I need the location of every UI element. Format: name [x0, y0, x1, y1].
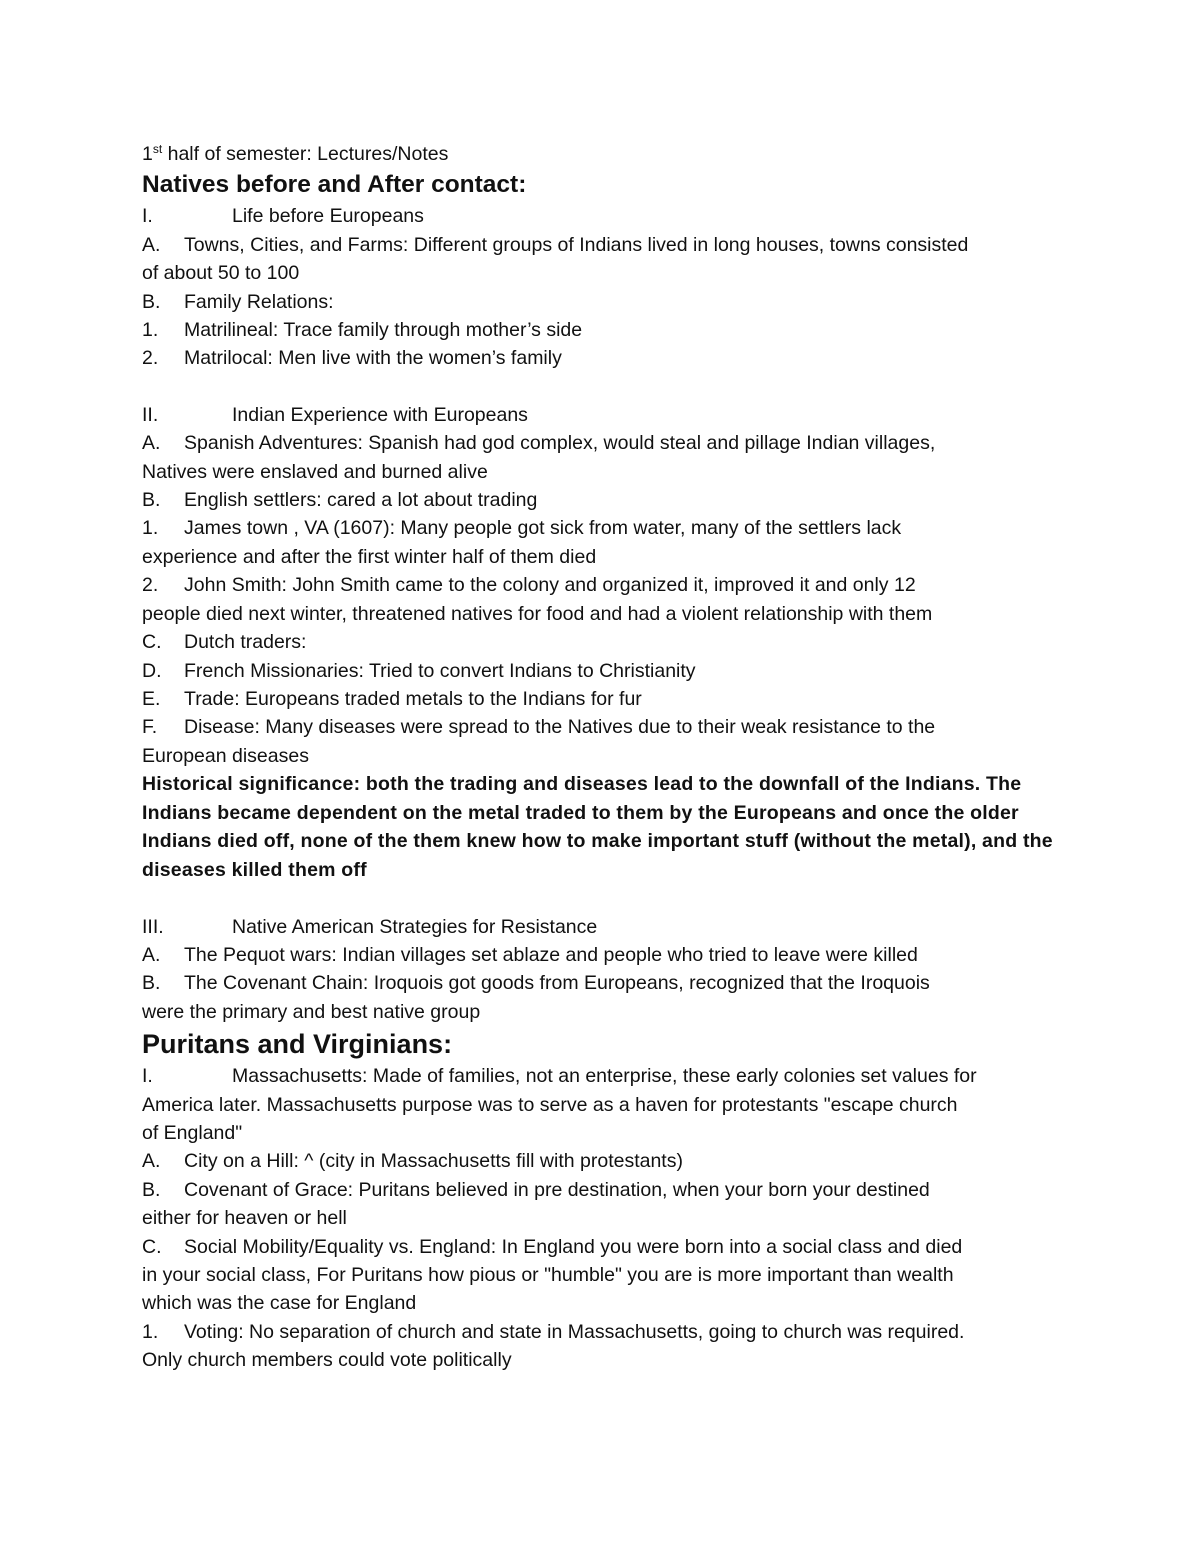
outline-text: Disease: Many diseases were spread to the Natives due to their weak resistance to the	[184, 716, 936, 739]
outline-item-IIB1	[142, 514, 1072, 542]
outline-marker: A.	[142, 233, 161, 256]
outline-text: The Pequot wars: Indian villages set ablaze and people who tried to leave were killed	[184, 943, 918, 966]
outline-item-IIIB	[142, 969, 1072, 997]
historical-significance-paragraph: Historical significance: both the trading and diseases lead to the downfall of the Indians. The Indians became dependent on the metal traded to them by the Europeans and once the older Indians died off, none of the them knew how to make important stuff (without the metal), and the diseases killed them off	[142, 773, 1053, 881]
outline-item-s2-I	[142, 1062, 1072, 1090]
outline-marker: I.	[142, 1065, 153, 1088]
outline-marker: 2.	[142, 574, 159, 597]
outline-marker: III.	[142, 915, 164, 938]
outline-text: Spanish Adventures: Spanish had god complex, would steal and pillage Indian villages,	[184, 432, 936, 455]
outline-marker: A.	[142, 1150, 161, 1173]
outline-item-s2-IC	[142, 1233, 1072, 1261]
outline-item-IB2	[142, 344, 1072, 372]
blank-line	[142, 885, 1072, 913]
outline-marker: C.	[142, 631, 162, 654]
outline-text: French Missionaries: Tried to convert Indians to Christianity	[184, 659, 696, 682]
outline-marker: 2.	[142, 347, 159, 370]
outline-marker: F.	[142, 716, 158, 739]
header-text: half of semester: Lectures/Notes	[162, 143, 449, 165]
outline-text: Matrilocal: Men live with the women’s family	[184, 347, 562, 370]
outline-marker: D.	[142, 659, 162, 682]
outline-continuation: of England"	[142, 1121, 243, 1144]
outline-continuation: of about 50 to 100	[142, 262, 300, 285]
header-number: 1	[142, 143, 153, 165]
outline-item-IIC	[142, 628, 1072, 656]
outline-text: Towns, Cities, and Farms: Different groups of Indians lived in long houses, towns consisted	[184, 233, 969, 256]
outline-item-IIE	[142, 685, 1072, 713]
outline-marker: 1.	[142, 1320, 159, 1343]
outline-text: Life before Europeans	[232, 205, 424, 228]
outline-text: Voting: No separation of church and state in Massachusetts, going to church was required.	[184, 1320, 965, 1343]
outline-continuation: Natives were enslaved and burned alive	[142, 460, 488, 483]
outline-marker: B.	[142, 290, 161, 313]
outline-text: Native American Strategies for Resistance	[232, 915, 598, 938]
outline-text: Matrilineal: Trace family through mother’s side	[184, 319, 583, 342]
outline-text: English settlers: cared a lot about trading	[184, 489, 538, 512]
outline-item-IB1	[142, 316, 1072, 344]
outline-continuation: America later. Massachusetts purpose was to serve as a haven for protestants "escape church	[142, 1093, 958, 1116]
outline-marker: B.	[142, 1178, 161, 1201]
outline-item-IIA	[142, 429, 1072, 457]
outline-text: The Covenant Chain: Iroquois got goods from Europeans, recognized that the Iroquois	[184, 972, 930, 995]
outline-continuation: were the primary and best native group	[142, 1000, 481, 1023]
outline-item-IIB	[142, 486, 1072, 514]
outline-marker: B.	[142, 489, 161, 512]
section-title-natives: Natives before and After contact:	[142, 171, 527, 199]
outline-marker: A.	[142, 943, 161, 966]
header-superscript: st	[152, 142, 163, 156]
outline-item-IID	[142, 657, 1072, 685]
outline-marker: 1.	[142, 517, 159, 540]
outline-marker: II.	[142, 403, 159, 426]
outline-text: Social Mobility/Equality vs. England: In England you were born into a social class and died	[184, 1235, 963, 1258]
outline-text: John Smith: John Smith came to the colony and organized it, improved it and only 12	[184, 574, 916, 597]
page-header	[142, 140, 1072, 168]
outline-item-II	[142, 401, 1072, 429]
outline-item-IIF	[142, 713, 1072, 741]
outline-item-s2-IA	[142, 1147, 1072, 1175]
outline-continuation: Only church members could vote politically	[142, 1349, 512, 1372]
outline-item-III	[142, 913, 1072, 941]
outline-continuation: in your social class, For Puritans how pious or "humble" you are is more important than wealth	[142, 1263, 954, 1286]
outline-text: Family Relations:	[184, 290, 334, 313]
outline-item-s2-IC1	[142, 1318, 1072, 1346]
outline-item-I	[142, 202, 1072, 230]
blank-line	[142, 373, 1072, 401]
document-body	[142, 140, 1072, 1375]
outline-marker: I.	[142, 205, 153, 228]
outline-marker: E.	[142, 687, 161, 710]
outline-continuation: European diseases	[142, 744, 309, 767]
outline-text: Dutch traders:	[184, 631, 307, 654]
outline-marker: A.	[142, 432, 161, 455]
outline-continuation: experience and after the first winter half of them died	[142, 545, 597, 568]
outline-continuation: which was the case for England	[142, 1292, 417, 1315]
outline-text: City on a Hill: ^ (city in Massachusetts fill with protestants)	[184, 1150, 683, 1173]
outline-text: Massachusetts: Made of families, not an enterprise, these early colonies set values for	[232, 1065, 977, 1088]
outline-item-IB	[142, 288, 1072, 316]
outline-item-IA	[142, 231, 1072, 259]
outline-marker: B.	[142, 972, 161, 995]
outline-continuation: people died next winter, threatened natives for food and had a violent relationship with them	[142, 602, 933, 625]
outline-text: James town , VA (1607): Many people got sick from water, many of the settlers lack	[184, 517, 902, 540]
outline-item-IIB2	[142, 571, 1072, 599]
outline-text: Indian Experience with Europeans	[232, 403, 528, 426]
outline-continuation: either for heaven or hell	[142, 1207, 347, 1230]
outline-item-s2-IB	[142, 1176, 1072, 1204]
outline-marker: C.	[142, 1235, 162, 1258]
outline-marker: 1.	[142, 319, 159, 342]
outline-text: Trade: Europeans traded metals to the Indians for fur	[184, 687, 642, 710]
outline-item-IIIA	[142, 941, 1072, 969]
section-title-puritans: Puritans and Virginians:	[142, 1029, 453, 1060]
outline-text: Covenant of Grace: Puritans believed in pre destination, when your born your destined	[184, 1178, 930, 1201]
